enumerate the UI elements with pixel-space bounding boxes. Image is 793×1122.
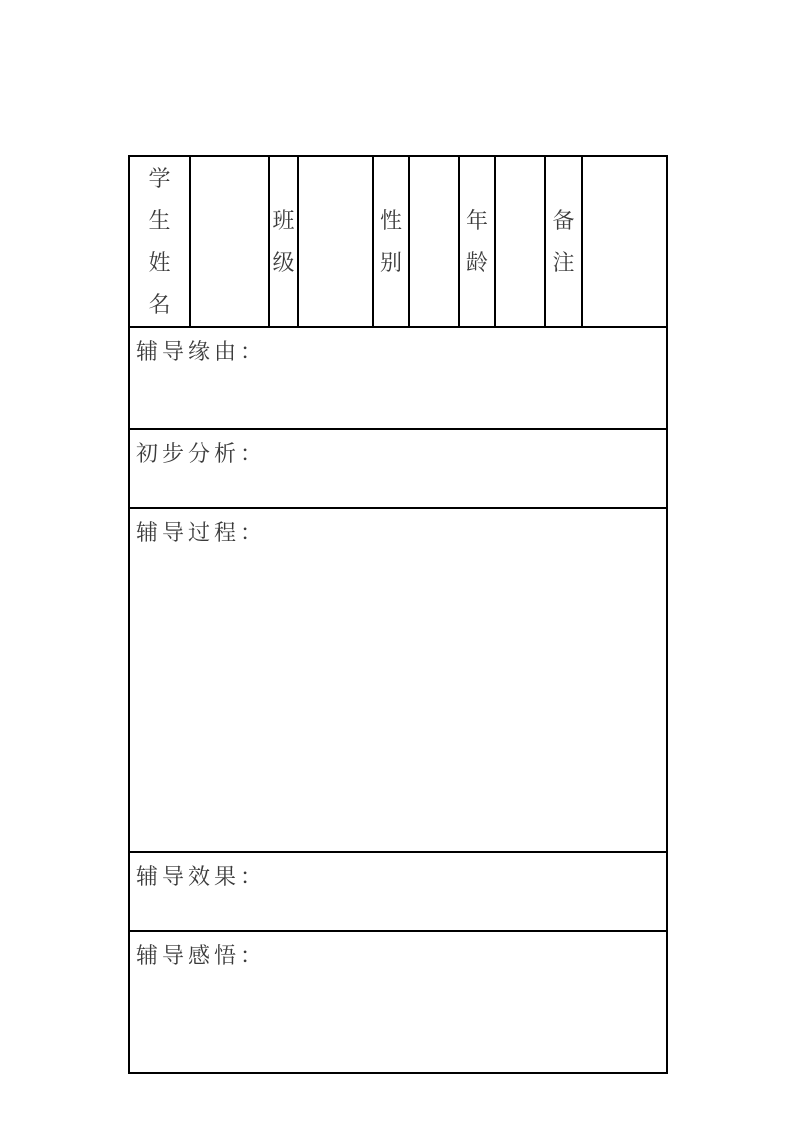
gender-label: 性 别 bbox=[379, 207, 402, 275]
counseling-reason-label: 辅导缘由： bbox=[136, 339, 267, 364]
counseling-reflection-label: 辅导感悟： bbox=[136, 943, 267, 968]
age-label: 年 龄 bbox=[465, 207, 488, 275]
counseling-record-form bbox=[128, 155, 668, 1074]
counseling-process-cell[interactable] bbox=[129, 508, 667, 852]
remarks-input-cell[interactable] bbox=[582, 156, 667, 327]
counseling-reflection-row bbox=[129, 931, 667, 1073]
age-label-cell bbox=[459, 156, 495, 327]
counseling-process-label: 辅导过程： bbox=[136, 520, 267, 545]
remarks-label: 备 注 bbox=[552, 207, 575, 275]
counseling-reflection-cell[interactable] bbox=[129, 931, 667, 1073]
counseling-effect-label: 辅导效果： bbox=[136, 864, 267, 889]
initial-analysis-label: 初步分析： bbox=[136, 441, 267, 466]
class-input-cell[interactable] bbox=[298, 156, 373, 327]
student-name-input-cell[interactable] bbox=[190, 156, 269, 327]
counseling-reason-cell[interactable] bbox=[129, 327, 667, 429]
age-input-cell[interactable] bbox=[495, 156, 545, 327]
counseling-process-row bbox=[129, 508, 667, 852]
gender-input-cell[interactable] bbox=[409, 156, 459, 327]
counseling-effect-cell[interactable] bbox=[129, 852, 667, 931]
student-name-label: 学 生 姓 名 bbox=[148, 165, 171, 317]
initial-analysis-cell[interactable] bbox=[129, 429, 667, 508]
class-label: 班 级 bbox=[272, 207, 295, 275]
counseling-effect-row bbox=[129, 852, 667, 931]
counseling-reason-row bbox=[129, 327, 667, 429]
remarks-label-cell bbox=[545, 156, 582, 327]
header-row bbox=[129, 156, 667, 327]
student-name-label-cell bbox=[129, 156, 190, 327]
initial-analysis-row bbox=[129, 429, 667, 508]
gender-label-cell bbox=[373, 156, 409, 327]
class-label-cell bbox=[269, 156, 298, 327]
